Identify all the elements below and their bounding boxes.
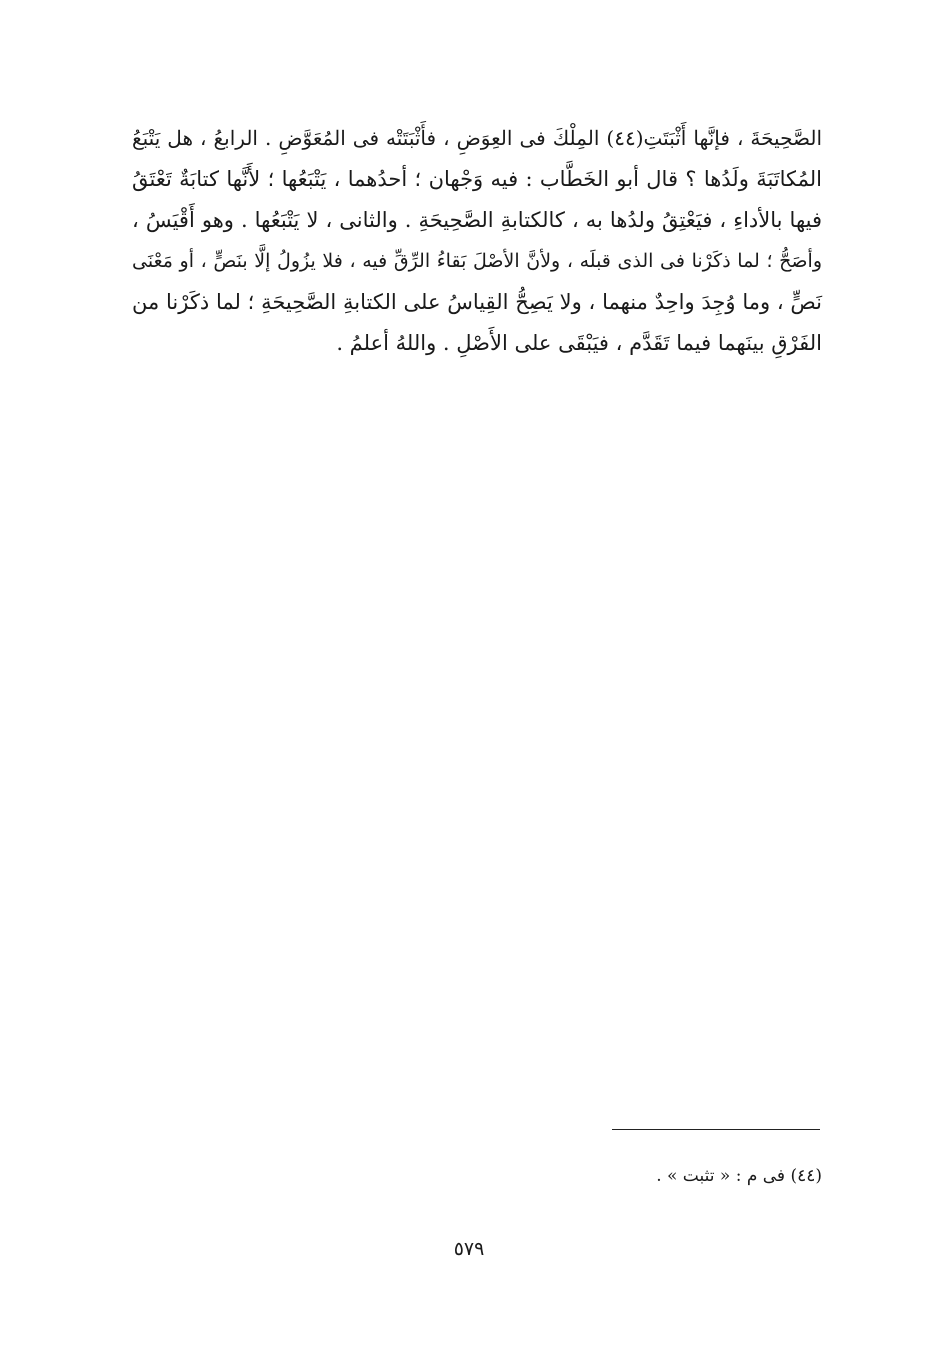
- text-line: الصَّحِيحَةَ ، فإنَّها أَثْبَتَتِ(٤٤) المِلْكَ فى العِوَضِ ، فأَثْبَتَتْه فى المُعَوَّضِ . الرابعُ ، هل يَتْبَعُ: [132, 126, 822, 150]
- footnote-separator: [612, 1129, 820, 1130]
- text-line: فيها بالأداءِ ، فيَعْتِقُ ولدُها به ، كالكتابةِ الصَّحِيحَةِ . والثانى ، لا يَتْبَعُها . وهو أَقْيَسُ ،: [132, 208, 822, 232]
- text-line: نَصٍّ ، وما وُجِدَ واحِدٌ منهما ، ولا يَصِحُّ القِياسُ على الكتابةِ الصَّحِيحَةِ ؛ لما ذكَرْنا من: [132, 290, 822, 314]
- footnote: (٤٤) فى م : « تثبت » .: [656, 1166, 822, 1186]
- main-text-block: [132, 118, 822, 364]
- text-line: الفَرْقِ بينَهما فيما تَقَدَّم ، فيَبْقَى على الأَصْلِ . واللهُ أعلمُ .: [336, 331, 822, 355]
- text-line: المُكاتَبَةَ ولَدُها ؟ قال أبو الخَطَّاب : فيه وَجْهان ؛ أحدُهما ، يَتْبَعُها ؛ لأَنَّها كتابَةٌ تَعْتَقُ: [132, 167, 822, 191]
- text-line: وأصَحُّ ؛ لما ذكَرْنا فى الذى قبلَه ، ولأنَّ الأصْلَ بَقاءُ الرِّقِّ فيه ، فلا يزُولُ إلَّا بنَصٍّ ، أو مَعْنَى: [132, 250, 822, 272]
- page-number: ٥٧٩: [453, 1238, 485, 1260]
